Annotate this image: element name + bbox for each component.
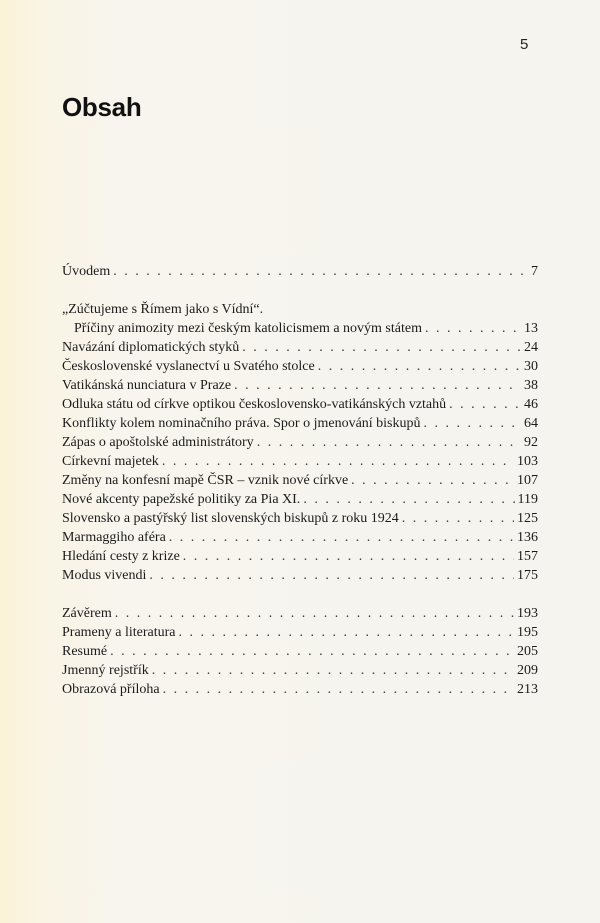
toc-entry-label: Jmenný rejstřík [62, 663, 149, 678]
toc-entry [62, 509, 538, 528]
toc-entry-page: 38 [524, 378, 538, 393]
toc-entry-label: Slovensko a pastýřský list slovenských biskupů z roku 1924 [62, 511, 399, 526]
toc-entry [62, 490, 538, 509]
toc-entry [62, 414, 538, 433]
toc-entry-page: 119 [517, 492, 538, 507]
toc-chapters [62, 300, 538, 585]
toc-entry-label: „Zúčtujeme s Římem jako s Vídní“. [62, 302, 264, 317]
dot-leader [402, 509, 514, 528]
toc-entry-page: 125 [517, 511, 538, 526]
toc-entry [62, 262, 538, 281]
dot-leader [110, 642, 514, 661]
dot-leader [257, 433, 521, 452]
toc-entry-label: Příčiny animozity mezi českým katolicismem a novým státem [74, 321, 422, 336]
dot-leader [425, 319, 521, 338]
toc-entry-label: Úvodem [62, 264, 111, 279]
dot-leader [449, 395, 521, 414]
toc-entry [62, 566, 538, 585]
toc-entry-label: Navázání diplomatických styků [62, 340, 240, 355]
toc-entry [62, 376, 538, 395]
dot-leader [424, 414, 521, 433]
page-title: Obsah [62, 92, 142, 122]
toc-entry-page: 136 [517, 530, 538, 545]
toc-entry [62, 452, 538, 471]
dot-leader [183, 547, 514, 566]
toc-entry [62, 395, 538, 414]
toc-entry [62, 642, 538, 661]
toc-entry [62, 338, 538, 357]
toc-entry-label: Marmaggiho aféra [62, 530, 166, 545]
dot-leader [152, 661, 514, 680]
toc-entry-label: Změny na konfesní mapě ČSR – vznik nové církve [62, 473, 349, 488]
page-number: 5 [520, 36, 529, 53]
dot-leader [179, 623, 514, 642]
toc-back-matter [62, 604, 538, 699]
toc-entry-page: 195 [517, 625, 538, 640]
toc-entry-heading [62, 300, 538, 319]
toc-entry [62, 661, 538, 680]
toc-entry-label: Československé vyslanectví u Svatého stolce [62, 359, 315, 374]
toc-entry-label: Zápas o apoštolské administrátory [62, 435, 254, 450]
toc-entry-page: 209 [517, 663, 538, 678]
toc-entry-label: Závěrem [62, 606, 112, 621]
toc-entry [62, 604, 538, 623]
dot-leader [318, 357, 521, 376]
dot-leader [115, 604, 514, 623]
toc-entry-page: 30 [524, 359, 538, 374]
dot-leader [149, 566, 514, 585]
toc-entry-page: 103 [517, 454, 538, 469]
dot-leader [303, 490, 514, 509]
toc-intro [62, 262, 538, 281]
toc-entry-page: 46 [524, 397, 538, 412]
toc-entry-page: 175 [517, 568, 538, 583]
toc-entry-label: Resumé [62, 644, 108, 659]
toc-entry-label: Odluka státu od církve optikou československo-vatikánských vztahů [62, 397, 447, 412]
toc-entry [62, 433, 538, 452]
toc-entry-page: 7 [531, 264, 538, 279]
dot-leader [113, 262, 528, 281]
toc-entry [62, 357, 538, 376]
toc-entry-page: 157 [517, 549, 538, 564]
toc-entry-page: 193 [517, 606, 538, 621]
toc-entry-label: Nové akcenty papežské politiky za Pia XI. [62, 492, 301, 507]
dot-leader [169, 528, 514, 547]
toc-entry [62, 623, 538, 642]
toc-entry-label: Prameny a literatura [62, 625, 176, 640]
toc-entry-label: Církevní majetek [62, 454, 159, 469]
toc-entry-page: 205 [517, 644, 538, 659]
dot-leader [234, 376, 521, 395]
toc-entry-label: Hledání cesty z krize [62, 549, 180, 564]
toc-entry-page: 213 [517, 682, 538, 697]
dot-leader [162, 452, 514, 471]
dot-leader [242, 338, 521, 357]
toc-entry [62, 680, 538, 699]
toc-entry-label: Modus vivendi [62, 568, 147, 583]
toc-entry-label: Vatikánská nunciatura v Praze [62, 378, 232, 393]
toc-entry-page: 64 [524, 416, 538, 431]
toc-entry-label: Konflikty kolem nominačního práva. Spor o jmenování biskupů [62, 416, 421, 431]
toc-entry-page: 92 [524, 435, 538, 450]
toc-entry-page: 24 [524, 340, 538, 355]
toc-entry-page: 13 [524, 321, 538, 336]
toc-entry [62, 528, 538, 547]
toc-entry-label: Obrazová příloha [62, 682, 160, 697]
dot-leader [351, 471, 514, 490]
toc-entry [62, 547, 538, 566]
dot-leader [163, 680, 514, 699]
toc-entry [62, 471, 538, 490]
toc-entry-page: 107 [517, 473, 538, 488]
toc-entry [62, 319, 538, 338]
